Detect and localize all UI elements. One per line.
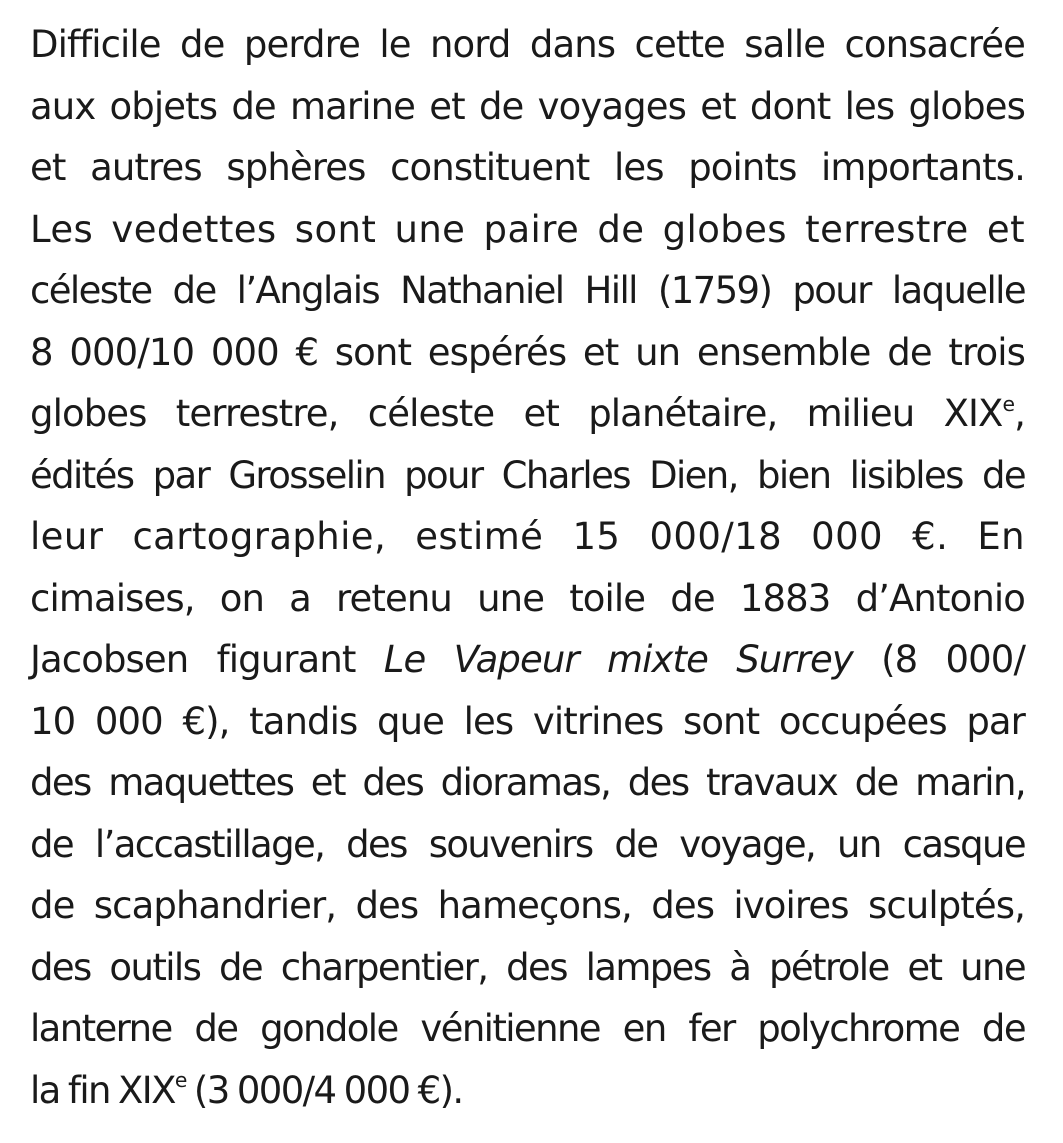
superscript: e (1002, 391, 1015, 416)
article-paragraph (30, 14, 1025, 1121)
text-line: céleste de l’Anglais Nathaniel Hill (1759) pour laquelle (30, 269, 1025, 312)
artwork-title: Le Vapeur mixte Surrey (383, 638, 853, 681)
text-line: de l’accastillage, des souvenirs de voyage, un casque (30, 822, 1025, 866)
text-segment: , (1014, 392, 1025, 435)
text-segment: Jacobsen figurant (30, 638, 384, 681)
text-line: de scaphandrier, des hameçons, des ivoires sculptés, (30, 884, 1025, 927)
text-line (30, 1060, 1025, 1122)
text-line: aux objets de marine et de voyages et dont les globes (30, 84, 1025, 128)
text-line: des outils de charpentier, des lampes à pétrole et une (30, 945, 1025, 989)
text-line: Difficile de perdre le nord dans cette salle consacrée (30, 23, 1025, 66)
text-line: et autres sphères constituent les points importants. (30, 146, 1025, 189)
text-line: Les vedettes sont une paire de globes terrestre et (30, 207, 1025, 251)
text-line: édités par Grosselin pour Charles Dien, bien lisibles de (30, 453, 1025, 497)
text-line: lanterne de gondole vénitienne en fer polychrome de (30, 1007, 1025, 1050)
text-segment: (8 000/ (852, 638, 1026, 681)
text-line: leur cartographie, estimé 15 000/18 000 €. En (30, 515, 1025, 558)
text-segment: globes terrestre, céleste et planétaire, milieu XIX (30, 392, 1003, 435)
text-line: des maquettes et des dioramas, des travaux de marin, (30, 761, 1025, 804)
text-line: cimaises, on a retenu une toile de 1883 d’Antonio (30, 576, 1025, 620)
text-segment: la fin XIX (30, 1068, 175, 1112)
text-line (30, 629, 1025, 691)
superscript: e (174, 1068, 186, 1093)
text-segment: (3 000/4 000 €). (185, 1068, 463, 1112)
text-line: 10 000 €), tandis que les vitrines sont occupées par (30, 699, 1025, 743)
text-line: 8 000/10 000 € sont espérés et un ensemble de trois (30, 330, 1025, 374)
text-line (30, 383, 1025, 445)
